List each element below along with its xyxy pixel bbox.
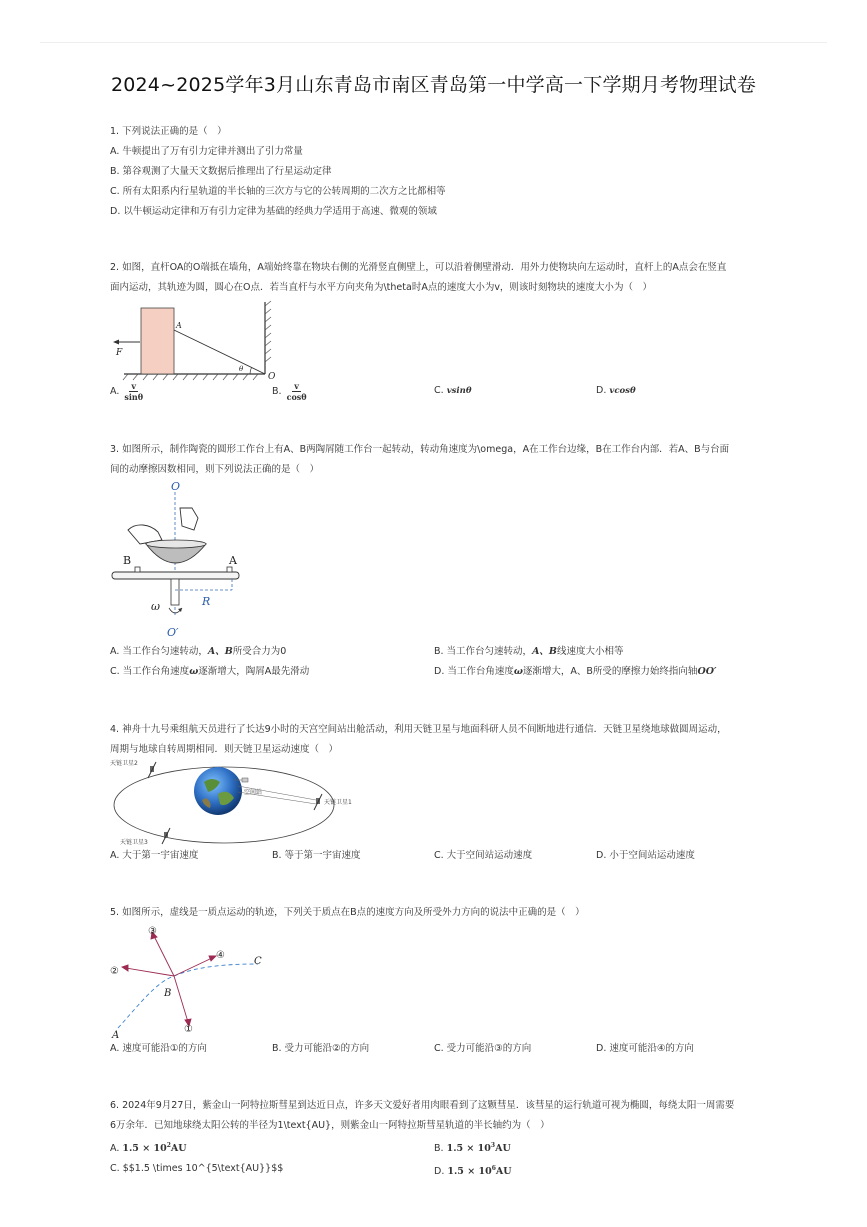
question-5-options xyxy=(110,1039,760,1059)
question-4-stem-line2: 周期与地球自转周期相同．则天链卫星运动速度（ ） xyxy=(110,744,339,755)
question-6-option-d[interactable]: D. $1.5 \times 10^6AU$ xyxy=(434,1165,512,1178)
question-6-stem-line1: 6. 2024年9月27日，紫金山一阿特拉斯彗星到达近日点，许多天文爱好者用肉眼看到了这颗彗星．该彗星的运行轨道可视为椭圆，每绕太阳一周需要 xyxy=(110,1100,735,1111)
question-6-option-c[interactable]: C. $$1.5 \times 10^{5\text{AU}}$$ xyxy=(110,1163,284,1175)
satellite-top-label: 天链卫星2 xyxy=(110,760,138,767)
question-3-stem-line1: 3. 如图所示，制作陶瓷的圆形工作台上有A、B两陶屑随工作台一起转动，转动角速度为\omega，A在工作台边缘，B在工作台内部．若A、B与台面 xyxy=(110,444,730,455)
question-6-option-b[interactable]: B. $1.5 \times 10^3AU$ xyxy=(434,1142,511,1155)
work-table xyxy=(112,572,239,579)
fraction: $\frac{v}{\cos\theta}$ xyxy=(286,381,307,402)
question-3-stem-line2: 间的动摩擦因数相同，则下列说法正确的是（ ） xyxy=(110,464,320,475)
question-3-option-a[interactable]: A. 当工作台匀速转动，A、B所受合力为0 xyxy=(110,646,287,657)
question-2-figure xyxy=(110,298,285,382)
question-3-figure xyxy=(110,478,245,640)
right-hand xyxy=(180,508,198,530)
direction-3-label: ③ xyxy=(148,926,157,937)
point-c-label: C xyxy=(254,956,262,967)
question-3-option-d[interactable]: D. 当工作台角速度ω逐渐增大，A、B所受的摩擦力始终指向轴OO′ xyxy=(434,666,717,677)
question-5-option-a[interactable]: A. 速度可能沿①的方向 xyxy=(110,1043,207,1054)
question-2-stem-line1: 2. 如图，直杆OA的O端抵在墙角，A端始终靠在物块右侧的光滑竖直侧壁上，可以沿着侧壁滑动．用外力使物块向左运动时，直杆上的A点会在竖直 xyxy=(110,262,727,273)
question-1-option-d[interactable]: D. 以牛顿运动定律和万有引力定律为基础的经典力学适用于高速、微观的领域 xyxy=(110,206,437,217)
force-label: F xyxy=(116,348,123,358)
question-2-option-b[interactable]: B. $\frac{v}{\cos\theta}$ xyxy=(272,381,307,402)
earth xyxy=(194,767,242,815)
question-1-option-a[interactable]: A. 牛顿提出了万有引力定律并测出了引力常量 xyxy=(110,146,303,157)
point-o-label: O xyxy=(268,372,276,382)
question-2-option-d[interactable]: D. vcosθ xyxy=(596,385,636,396)
question-5-option-c[interactable]: C. 受力可能沿③的方向 xyxy=(434,1043,532,1054)
question-1-option-b[interactable]: B. 第谷观测了大量天文数据后推理出了行星运动定律 xyxy=(110,166,332,177)
point-a-label: A xyxy=(112,1030,120,1041)
question-4 xyxy=(110,720,760,760)
question-5-option-d[interactable]: D. 速度可能沿④的方向 xyxy=(596,1043,694,1054)
omega-label: ω xyxy=(151,600,160,613)
question-1-stem: 1. 下列说法正确的是（ ） xyxy=(110,126,227,137)
axis-bottom-label: O′ xyxy=(167,626,179,639)
shaving-b-label: B xyxy=(123,554,132,567)
point-b-label: B xyxy=(164,988,172,999)
question-5-stem: 5. 如图所示，虚线是一质点运动的轨迹，下列关于质点在B点的速度方向及所受外力方向的说法中正确的是（ ） xyxy=(110,907,585,918)
satellite-right-label: 天链卫星1 xyxy=(324,799,352,806)
radius-label: R xyxy=(202,595,211,608)
question-3-options xyxy=(110,642,760,682)
direction-2-label: ② xyxy=(110,966,119,977)
question-4-figure xyxy=(108,758,352,848)
question-6-stem-line2: 6万余年．已知地球绕太阳公转的半径为1\text{AU}，则紫金山一阿特拉斯彗星轨道的半长轴约为（ ） xyxy=(110,1120,550,1131)
page-top-rule xyxy=(40,42,827,43)
question-2-options xyxy=(110,381,760,402)
question-5-option-b[interactable]: B. 受力可能沿②的方向 xyxy=(272,1043,370,1054)
question-4-option-b[interactable]: B. 等于第一宇宙速度 xyxy=(272,850,361,861)
question-5-figure xyxy=(108,922,268,1040)
question-5 xyxy=(110,903,760,923)
question-3-option-b[interactable]: B. 当工作台匀速转动，A、B线速度大小相等 xyxy=(434,646,624,657)
question-3 xyxy=(110,440,760,480)
page-title: 2024~2025学年3月山东青岛市南区青岛第一中学高一下学期月考物理试卷 xyxy=(110,74,757,96)
question-1-option-c[interactable]: C. 所有太阳系内行星轨道的半长轴的三次方与它的公转周期的二次方之比都相等 xyxy=(110,186,446,197)
question-2-stem-line2: 面内运动，其轨迹为圆，圆心在O点．若当直杆与水平方向夹角为\theta时A点的速度大小为v，则该时刻物块的速度大小为（ ） xyxy=(110,282,652,293)
point-a-label: A xyxy=(176,321,182,330)
direction-1-label: ① xyxy=(184,1024,193,1035)
block xyxy=(141,308,174,374)
direction-4-label: ④ xyxy=(216,950,225,961)
rod xyxy=(174,330,265,374)
question-6-option-a[interactable]: A. $1.5 \times 10^2AU$ xyxy=(110,1142,187,1155)
question-2-option-c[interactable]: C. vsinθ xyxy=(434,385,472,396)
satellite-right xyxy=(314,794,322,810)
question-4-option-c[interactable]: C. 大于空间站运动速度 xyxy=(434,850,533,861)
trajectory xyxy=(118,964,258,1028)
axis-top-label: O xyxy=(171,480,181,493)
question-4-option-a[interactable]: A. 大于第一宇宙速度 xyxy=(110,850,199,861)
question-2 xyxy=(110,258,760,298)
shaft xyxy=(171,579,179,605)
question-4-options xyxy=(110,846,760,866)
angle-label: θ xyxy=(239,365,244,373)
question-4-stem-line1: 4. 神舟十九号乘组航天员进行了长达9小时的天宫空间站出舱活动，利用天链卫星与地面科研人员不间断地进行通信．天链卫星绕地球做圆周运动， xyxy=(110,724,727,735)
shaving-a-label: A xyxy=(229,554,237,567)
satellite-bottom xyxy=(162,828,170,844)
question-1 xyxy=(110,122,760,222)
question-3-option-c[interactable]: C. 当工作台角速度ω逐渐增大，陶屑A最先滑动 xyxy=(110,666,310,677)
satellite-bottom-label: 天链卫星3 xyxy=(120,839,148,846)
station-label: 空间站 xyxy=(244,789,263,796)
question-6 xyxy=(110,1096,760,1182)
fraction: $\frac{v}{\sin\theta}$ xyxy=(124,381,144,402)
question-2-option-a[interactable]: A. $\frac{v}{\sin\theta}$ xyxy=(110,381,144,402)
question-4-option-d[interactable]: D. 小于空间站运动速度 xyxy=(596,850,695,861)
